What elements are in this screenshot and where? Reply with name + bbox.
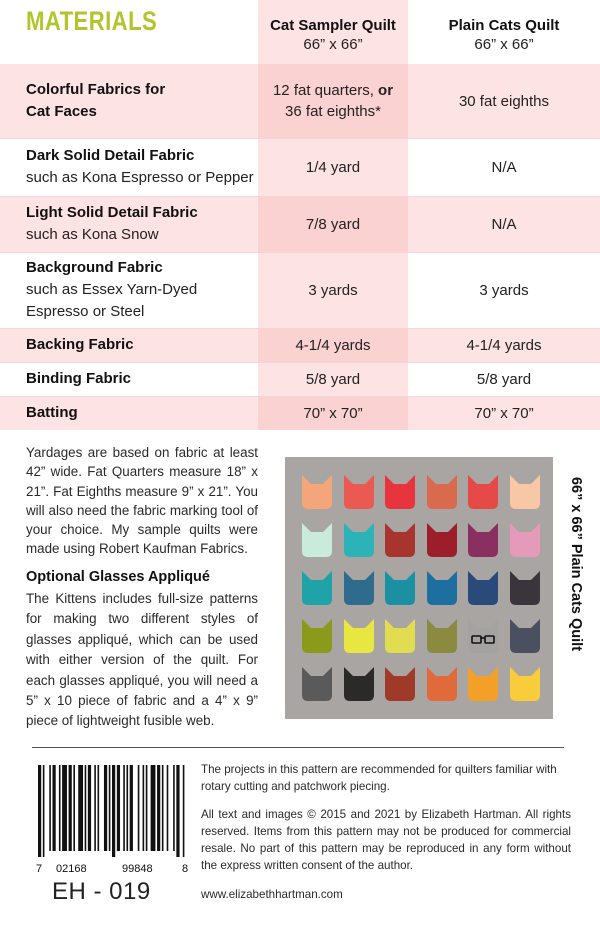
barcode-bar [183, 765, 185, 857]
barcode-bar [146, 765, 148, 851]
section-divider [32, 747, 564, 748]
barcode-bar [104, 765, 107, 851]
barcode-bar [88, 765, 91, 851]
row-sublabel: such as Essex Yarn-Dyed [26, 281, 198, 298]
row-divider [0, 196, 600, 197]
barcode-bar [173, 765, 175, 851]
cat-block [467, 475, 499, 509]
product-sku: EH - 019 [52, 878, 151, 905]
row-divider [0, 328, 600, 329]
row-value: 4-1/4 yards [466, 336, 542, 354]
cat-block [426, 523, 458, 557]
row-value: 12 fat quarters, [272, 82, 379, 99]
row-label: Light Solid Detail Fabric [26, 204, 198, 221]
row-value: 5/8 yard [476, 370, 532, 388]
quilt-image-label: 66” x 66” Plain Cats Quilt [568, 476, 584, 652]
row-divider [0, 252, 600, 253]
barcode-bar [94, 765, 96, 851]
table-row [0, 196, 600, 252]
row-label-line2: Cat Faces [26, 103, 97, 120]
row-sublabel: such as Kona Snow [26, 226, 159, 243]
barcode-bar [176, 765, 179, 857]
barcode-bar [59, 765, 61, 851]
barcode-bar [98, 765, 100, 851]
cat-block [509, 475, 541, 509]
cat-block [467, 619, 499, 653]
row-value: N/A [491, 158, 517, 176]
table-row [0, 396, 600, 430]
row-value-line2: 36 fat eighths* [285, 103, 381, 120]
cat-block [343, 619, 375, 653]
cat-block [343, 523, 375, 557]
copyright-note: All text and images © 2015 and 2021 by Elizabeth Hartman. All rights reserved. Items from this pattern may not be produced for commercial resale. No part of this pattern may be reproduced in any form without the express written consent of the author. [201, 808, 571, 872]
table-row [0, 252, 600, 328]
row-label: Colorful Fabrics for [26, 81, 166, 98]
barcode-bar [78, 765, 83, 851]
row-value: 4-1/4 yards [295, 336, 371, 354]
materials-title: MATERIALS [26, 5, 158, 36]
row-value: 3 yards [479, 281, 529, 299]
barcode-bar [143, 765, 145, 851]
barcode-bar [162, 765, 164, 851]
cat-block [426, 667, 458, 701]
row-label: Background Fabric [26, 259, 163, 276]
row-divider [0, 396, 600, 397]
cat-block [343, 571, 375, 605]
cat-block [384, 475, 416, 509]
barcode-bar [73, 765, 75, 851]
row-label: Batting [26, 404, 78, 421]
cat-block [426, 475, 458, 509]
barcode-bar [167, 765, 169, 851]
cat-block [384, 523, 416, 557]
barcode-bar [157, 765, 160, 851]
glasses-text: The Kittens includes full-size patterns for making two different styles of glasses appliqué, which can be used with either version of the quilt. For each glasses appliqué, you will need a 5” x 10 piece of fabric and a 4” x 9” piece of lightweight fusible web. [26, 591, 258, 729]
barcode-bar [126, 765, 128, 851]
cat-block [301, 523, 333, 557]
barcode-bar [69, 765, 72, 851]
barcode-bar [117, 765, 120, 851]
cat-block [301, 619, 333, 653]
row-label: Binding Fabric [26, 370, 131, 387]
cat-block [467, 667, 499, 701]
barcode-bar [151, 765, 156, 851]
cat-block [301, 475, 333, 509]
cat-block [384, 619, 416, 653]
cat-block [509, 619, 541, 653]
table-row [0, 362, 600, 396]
table-row [0, 138, 600, 196]
row-value: N/A [491, 215, 517, 233]
yardage-note: Yardages are based on fabric at least 42” wide. Fat Quarters measure 18” x 21”. Fat Eighths measure 9” x 21”. You will also need the fabric marking tool of your choice. My sample quilts were made using Robert Kaufman Fabrics. [26, 445, 258, 557]
cat-block [426, 619, 458, 653]
column-header-plain-cats: Plain Cats Quilt [448, 17, 560, 34]
plain-cats-quilt-image [285, 457, 553, 719]
barcode-bar [123, 765, 125, 851]
table-row [0, 328, 600, 362]
column-size-plain-cats: 66” x 66” [474, 36, 534, 53]
row-value-or: or [378, 82, 394, 99]
row-label: Dark Solid Detail Fabric [26, 147, 195, 164]
cat-block [384, 571, 416, 605]
barcode-image [38, 765, 186, 857]
row-value: 30 fat eighths [458, 92, 550, 110]
skill-note: The projects in this pattern are recommended for quilters familiar with rotary cutting and patchwork piecing. [201, 763, 557, 793]
cat-block [509, 667, 541, 701]
barcode-bar [43, 765, 45, 857]
column-header-cat-sampler: Cat Sampler Quilt [270, 17, 396, 34]
barcode-bar [38, 765, 41, 857]
glasses-heading: Optional Glasses Appliqué [26, 569, 210, 585]
table-header [0, 0, 600, 64]
cat-block [384, 667, 416, 701]
barcode-bar [52, 765, 55, 851]
cat-block [509, 523, 541, 557]
row-label: Backing Fabric [26, 336, 134, 353]
cat-block [301, 571, 333, 605]
row-sublabel-line2: Espresso or Steel [26, 303, 145, 320]
barcode-digit-right: 8 [182, 863, 189, 875]
barcode-digit-left: 7 [36, 863, 43, 875]
cat-block [343, 475, 375, 509]
cat-block [467, 571, 499, 605]
barcode-bar [130, 765, 133, 851]
table-row [0, 64, 600, 138]
barcode-bar [85, 765, 87, 851]
cat-block [426, 571, 458, 605]
row-value: 3 yards [308, 281, 358, 299]
row-sublabel: such as Kona Espresso or Pepper [26, 169, 254, 186]
cat-block [509, 571, 541, 605]
barcode-bar [62, 765, 67, 851]
row-value: 70” x 70” [474, 404, 534, 422]
barcode-digits-group1: 02168 [56, 863, 87, 875]
barcode-digits-group2: 99848 [122, 863, 153, 875]
barcode-bar [49, 765, 51, 851]
column-size-cat-sampler: 66” x 66” [303, 36, 363, 53]
row-value: 7/8 yard [305, 215, 361, 233]
row-value: 70” x 70” [303, 404, 363, 422]
cat-block [467, 523, 499, 557]
row-value: 1/4 yard [305, 158, 361, 176]
row-value: 5/8 yard [305, 370, 361, 388]
row-divider [0, 362, 600, 363]
row-divider [0, 138, 600, 139]
website-link[interactable]: www.elizabethhartman.com [201, 888, 343, 901]
barcode-bar [109, 765, 111, 851]
barcode-bar [138, 765, 140, 851]
cat-block [343, 667, 375, 701]
barcode-bar [112, 765, 115, 857]
cat-block [301, 667, 333, 701]
